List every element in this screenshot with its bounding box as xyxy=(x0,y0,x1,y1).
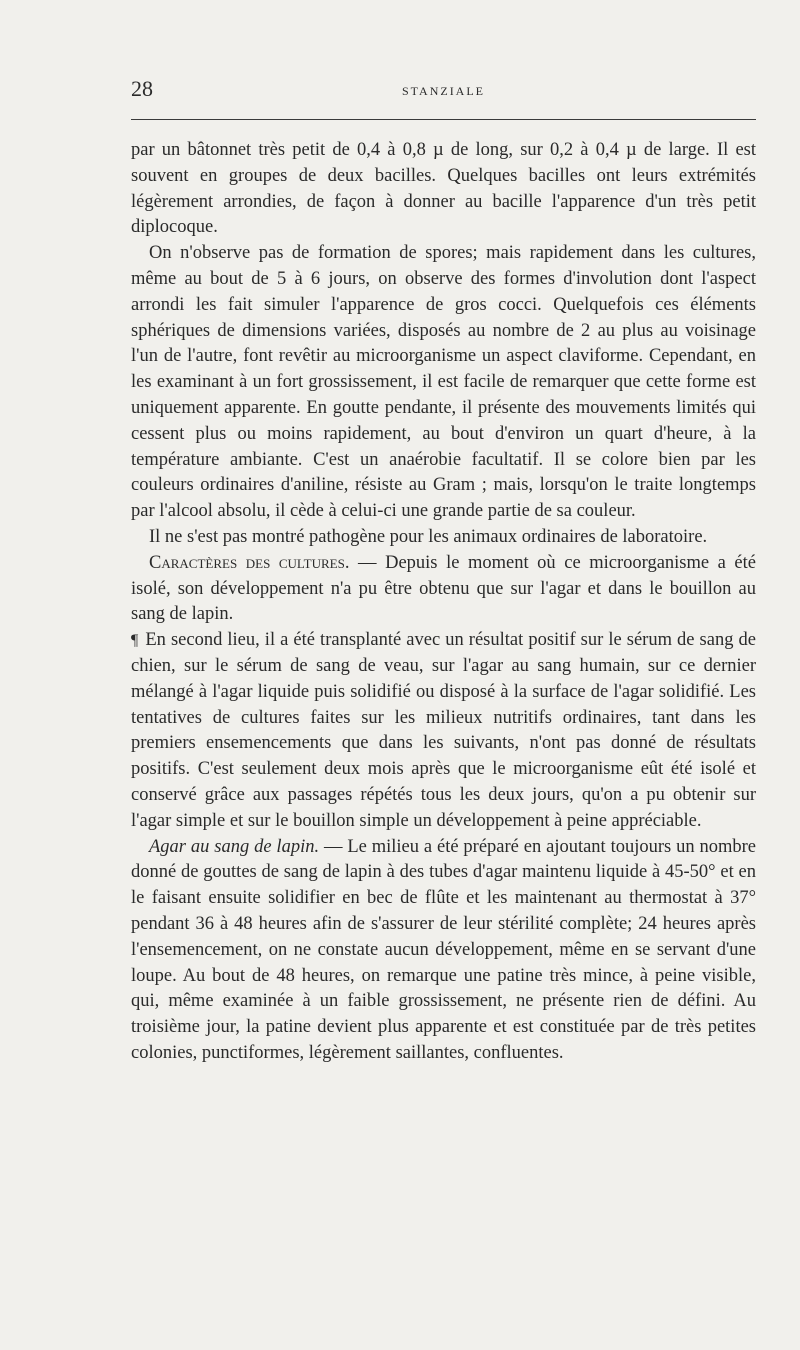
paragraph-5 xyxy=(131,628,756,834)
paragraph-2: On n'observe pas de formation de spores; mais rapidement dans les cultures, même au bout de 5 à 6 jours, on observe des formes d'involution dont l'aspect arrondi les fait simuler l'apparence de gros cocci. Quelquefois ces éléments sphériques de dimensions variées, disposés au nombre de 2 au plus au voisinage l'un de l'autre, font revêtir au microorganisme un aspect claviforme. Cependant, en les examinant à un fort grossissement, il est facile de remarquer que cette forme est uniquement apparente. En goutte pendante, il présente des mouvements limités qui cessent plus ou moins rapidement, au bout d'environ un quart d'heure, à la température ambiante. C'est un anaérobie facultatif. Il se colore bien par les couleurs ordinaires d'aniline, résiste au Gram ; mais, lorsqu'on le traite longtemps par l'alcool absolu, il cède à celui-ci une grande partie de sa couleur. xyxy=(131,243,756,522)
running-title: STANZIALE xyxy=(401,84,486,98)
header-rule xyxy=(131,119,756,120)
paragraph-6-text: — Le milieu a été préparé en ajoutant toujours un nombre donné de gouttes de sang de lapin à des tubes d'agar maintenu liquide à 45-50° et en le faisant ensuite solidifier en bec de flûte et les maintenant au thermostat à 37° pendant 36 à 48 heures afin de s'assurer de leur stérilité complète; 24 heures après l'ensemencement, on ne constate aucun développement, même en se servant d'une loupe. Au bout de 48 heures, on remarque une patine très mince, à peine visible, qui, même examinée à un faible grossissement, ne présente rien de défini. Au troisième jour, la patine devient plus apparente et est constituée par de très petites colonies, punctiformes, légèrement saillantes, confluentes. xyxy=(131,836,756,1063)
page-body xyxy=(131,138,756,1067)
paragraph-6 xyxy=(131,835,756,1067)
pilcrow-mark: ¶ xyxy=(131,632,139,650)
paragraph-3: Il ne s'est pas montré pathogène pour les animaux ordinaires de laboratoire. xyxy=(149,526,708,547)
paragraph-4 xyxy=(131,551,756,628)
section-heading-cultures: Caractères des cultures. xyxy=(149,552,350,573)
section-heading-agar: Agar au sang de lapin. xyxy=(149,836,320,857)
page-header xyxy=(131,76,756,116)
page-number: 28 xyxy=(131,76,153,101)
paragraph-4-text: — Depuis le moment où ce microorganisme a été isolé, son développement n'a pu être obtenu que sur l'agar et dans le bouillon au sang de lapin. xyxy=(131,552,756,625)
paragraph-1: par un bâtonnet très petit de 0,4 à 0,8 µ de long, sur 0,2 à 0,4 µ de large. Il est souvent en groupes de deux bacilles. Quelques bacilles ont leurs extrémités légèrement arrondies, de façon à donner au bacille l'apparence d'un très petit diplocoque. xyxy=(131,140,756,238)
paragraph-5-text: En second lieu, il a été transplanté avec un résultat positif sur le sérum de sang de chien, sur le sérum de sang de veau, sur l'agar au sang humain, sur ce dernier mélangé à l'agar liquide puis solidifié ou disposé à la surface de l'agar solidifié. Les tentatives de cultures faites sur les milieux nutritifs ordinaires, tant dans les premiers ensemencements que dans les suivants, n'ont pas donné de résultats positifs. C'est seulement deux mois après que le microorganisme eût été isolé et conservé grâce aux passages répétés tous les deux jours, qu'on a pu obtenir sur l'agar simple et sur le bouillon simple un développement à peine appréciable. xyxy=(131,630,756,831)
